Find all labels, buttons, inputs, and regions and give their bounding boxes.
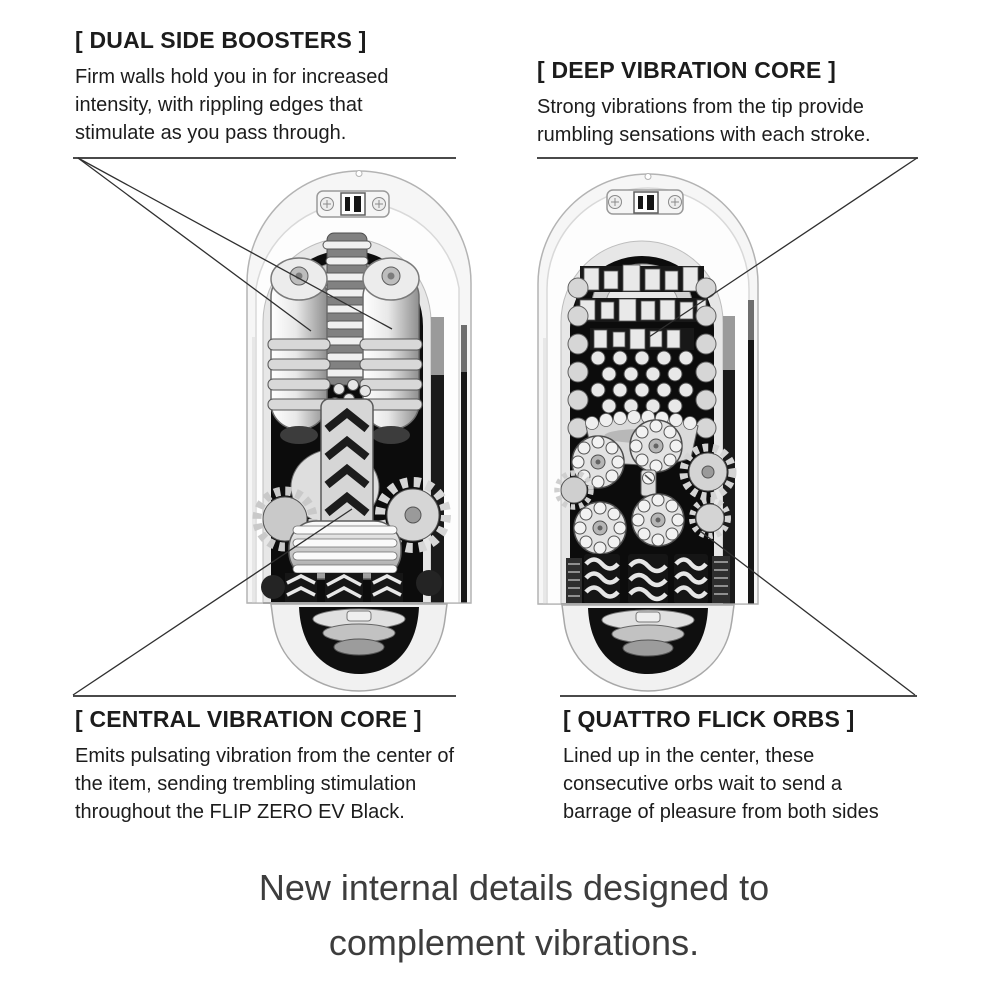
callout-dual-side-boosters xyxy=(75,27,485,147)
callout-title-dual-side-boosters: [ DUAL SIDE BOOSTERS ] xyxy=(75,27,367,53)
cutaway-capsule-flick-orbs-illustration xyxy=(534,170,762,704)
callout-text-line: the item, sending trembling stimulation xyxy=(75,773,417,795)
cutaway-capsule-side-boosters-illustration xyxy=(243,167,475,705)
chevron-column xyxy=(321,399,373,537)
product-right-cutaway-illustration xyxy=(534,170,762,704)
callout-title-quattro-flick-orbs: [ QUATTRO FLICK ORBS ] xyxy=(563,706,855,732)
deep-vibration-core-blocks xyxy=(576,265,708,350)
tagline xyxy=(28,860,1000,970)
callout-text-line: barrage of pleasure from both sides xyxy=(563,801,879,823)
callout-text-line: Lined up in the center, these xyxy=(563,745,815,767)
product-left-cutaway-illustration xyxy=(243,167,475,705)
callout-text-line: intensity, with rippling edges that xyxy=(75,94,363,116)
tread-row xyxy=(566,554,730,604)
callout-quattro-flick-orbs xyxy=(563,706,953,826)
callout-deep-vibration-core xyxy=(537,57,937,149)
flick-orb xyxy=(630,420,682,472)
top-nub xyxy=(645,174,651,180)
orb-pin xyxy=(641,470,656,496)
callout-text-line: consecutive orbs wait to send a xyxy=(563,773,843,795)
callout-underline-deep-vibration-core xyxy=(537,157,918,159)
bottom-cap xyxy=(562,605,734,691)
core-barrel xyxy=(289,521,401,579)
callout-text-line: Strong vibrations from the tip provide xyxy=(537,96,864,118)
tagline-line-1: New internal details designed to xyxy=(258,867,770,908)
callout-text-line: Firm walls hold you in for increased xyxy=(75,66,389,88)
callout-text-line: throughout the FLIP ZERO EV Black. xyxy=(75,801,405,823)
callout-title-central-vibration-core: [ CENTRAL VIBRATION CORE ] xyxy=(75,706,422,732)
tagline-line-2: complement vibrations. xyxy=(328,922,700,963)
top-nub xyxy=(356,171,362,177)
charging-port-icon xyxy=(317,191,389,217)
callout-text-line: stimulate as you pass through. xyxy=(75,122,347,144)
callout-text-line: rumbling sensations with each stroke. xyxy=(537,124,871,146)
charging-port-icon xyxy=(607,190,683,214)
callout-text-line: Emits pulsating vibration from the center of xyxy=(75,745,455,767)
callout-title-deep-vibration-core: [ DEEP VIBRATION CORE ] xyxy=(537,57,836,83)
callout-central-vibration-core xyxy=(75,706,515,826)
flick-orb xyxy=(632,494,684,546)
flick-orb xyxy=(574,502,626,554)
bottom-cap xyxy=(271,604,447,691)
callout-underline-dual-side-boosters xyxy=(73,157,456,159)
